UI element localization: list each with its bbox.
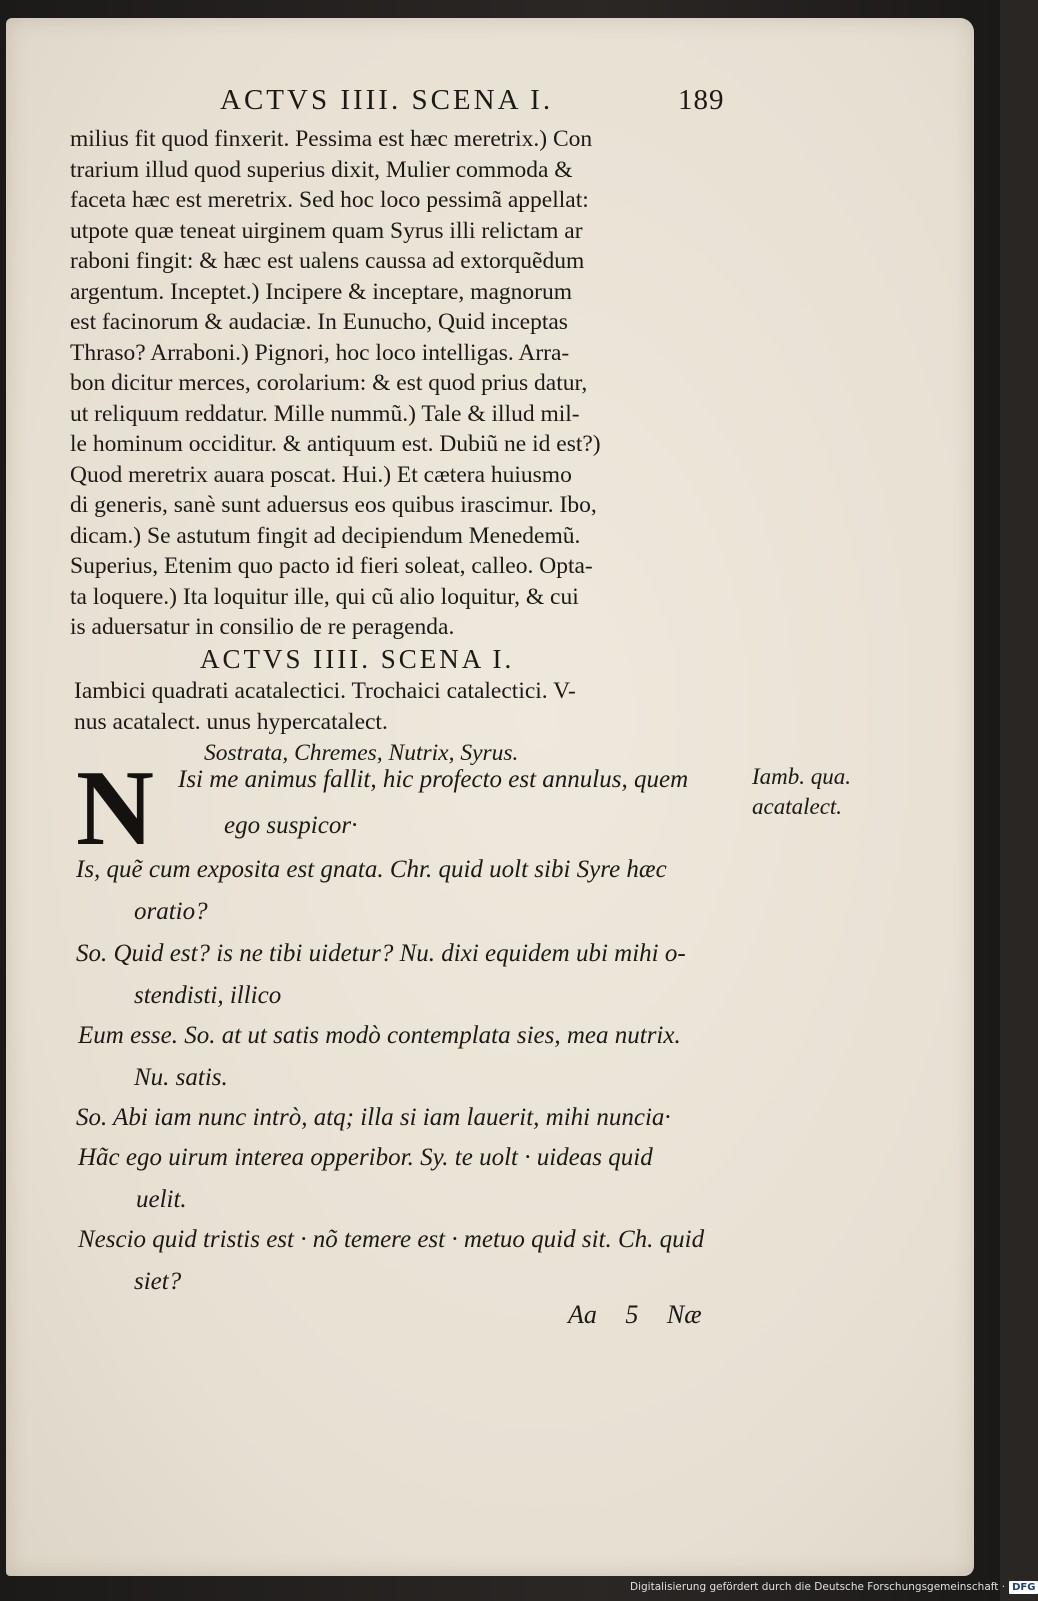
dfg-logo: DFG — [1009, 1581, 1038, 1594]
meter-line: Iambici quadrati acatalectici. Trochaici catalectici. V- — [74, 678, 576, 704]
commentary-line: est facinorum & audaciæ. In Eunucho, Quid inceptas — [70, 309, 568, 335]
verse-line: stendisti, illico — [134, 982, 282, 1009]
meter-line: nus acatalect. unus hypercatalect. — [74, 709, 388, 735]
funding-credit — [630, 1578, 1036, 1596]
verse-line: Eum esse. So. at ut satis modò contemplata sies, mea nutrix. — [78, 1022, 681, 1049]
commentary-line: is aduersatur in consilio de re peragenda. — [70, 614, 455, 640]
meter-description — [74, 676, 764, 738]
header-title: ACTVS IIII. SCENA I. — [220, 84, 554, 116]
commentary-line: utpote quæ teneat uirginem quam Syrus illi relictam ar — [70, 217, 583, 244]
margin-note-line: Iamb. qua. — [752, 764, 852, 789]
commentary-line: trarium illud quod superius dixit, Mulier commoda & — [70, 156, 573, 183]
commentary-line: Thraso? Arraboni.) Pignori, hoc loco intelligas. Arra- — [70, 339, 570, 366]
catchword: Aa 5 Næ — [568, 1300, 702, 1329]
verse-line: uelit. — [136, 1186, 187, 1213]
page-number: 189 — [678, 84, 725, 116]
verse-line: Is, quẽ cum exposita est gnata. Chr. quid uolt sibi Syre hæc — [76, 856, 667, 883]
scene-heading: ACTVS IIII. SCENA I. — [200, 644, 515, 674]
commentary-line: milius fit quod finxerit. Pessima est hæc meretrix.) Con — [70, 126, 593, 152]
commentary-line: bon dicitur merces, corolarium: & est quod prius datur, — [70, 370, 588, 396]
commentary-line: di generis, sanè sunt aduersus eos quibus irascimur. Ibo, — [70, 492, 597, 518]
commentary-line: raboni fingit: & hæc est ualens caussa ad extorquẽdum — [70, 248, 585, 274]
commentary-block — [70, 124, 760, 643]
verse-line: So. Quid est? is ne tibi uidetur? Nu. dixi equidem ubi mihi o- — [76, 940, 686, 967]
commentary-line: faceta hæc est meretrix. Sed hoc loco pessimã appellat: — [70, 187, 589, 213]
running-header — [220, 84, 740, 117]
verse-line: Hãc ego uirum interea opperibor. Sy. te uolt · uideas quid — [78, 1144, 653, 1171]
funding-credit-text: Digitalisierung gefördert durch die Deutsche Forschungsgemeinschaft · — [630, 1581, 1006, 1593]
verse-line: oratio? — [134, 898, 208, 925]
verse-line: Nescio quid tristis est · nõ temere est · metuo quid sit. Ch. quid — [78, 1226, 705, 1253]
verse-line: ego suspicor· — [224, 812, 358, 839]
commentary-line: le hominum occiditur. & antiquum est. Dubiũ ne id est?) — [70, 431, 601, 457]
drop-cap: N — [76, 749, 154, 868]
verse-line: siet? — [134, 1268, 182, 1295]
margin-note — [752, 762, 851, 822]
commentary-line: Superius, Etenim quo pacto id fieri soleat, calleo. Opta- — [70, 553, 593, 579]
commentary-line: Quod meretrix auara poscat. Hui.) Et cætera huiusmo — [70, 461, 572, 488]
commentary-line: argentum. Inceptet.) Incipere & inceptare, magnorum — [70, 278, 572, 305]
commentary-line: ta loquere.) Ita loquitur ille, qui cũ alio loquitur, & cui — [70, 583, 579, 610]
verse-line: Nu. satis. — [134, 1064, 228, 1091]
commentary-line: ut reliquum reddatur. Mille nummũ.) Tale & illud mil- — [70, 400, 580, 427]
margin-note-line: acatalect. — [752, 794, 843, 819]
verse-line: So. Abi iam nunc intrò, atq; illa si iam lauerit, mihi nuncia· — [76, 1104, 671, 1131]
commentary-line: dicam.) Se astutum fingit ad decipiendum Menedemũ. — [70, 522, 581, 549]
dramatis-personae: Sostrata, Chremes, Nutrix, Syrus. — [204, 740, 519, 766]
verse-line: Isi me animus fallit, hic profecto est annulus, quem — [178, 766, 689, 793]
